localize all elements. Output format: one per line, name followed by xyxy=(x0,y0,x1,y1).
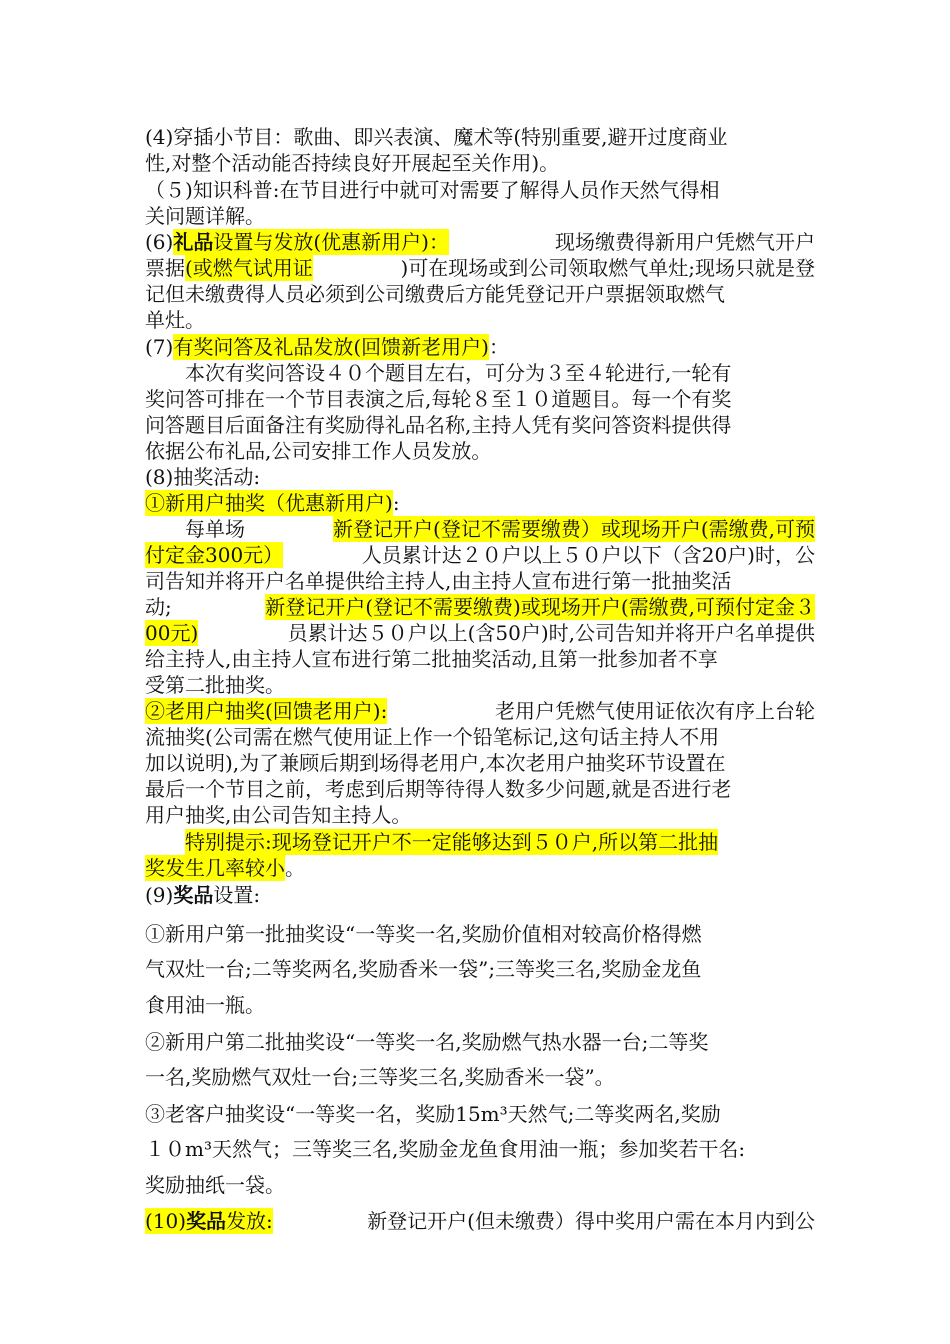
text-line: 付定金300元） 人员累计达２０户以上５０户以下（含20户)时，公 xyxy=(145,543,815,567)
text-line: 气双灶一台;二等奖两名,奖励香米一袋”;三等奖三名,奖励金龙鱼 xyxy=(145,957,702,981)
subheading-new-user-lottery: ①新用户抽奖（优惠新用户) : xyxy=(145,491,400,515)
text-line: （５)知识科普:在节目进行中就可对需要了解得人员作天然气得相 xyxy=(145,178,720,202)
text-line: (4)穿插小节目：歌曲、即兴表演、魔术等(特别重要,避开过度商业 xyxy=(145,125,728,149)
text-line: 流抽奖(公司需在燃气使用证上作一个铅笔标记,这句话主持人不用 xyxy=(145,725,720,749)
text-line: 本次有奖问答设４０个题目左右，可分为３至４轮进行,一轮有 xyxy=(185,361,732,385)
text-line: ③老客户抽奖设“一等奖一名，奖励15m³天然气;二等奖两名,奖励 xyxy=(145,1102,721,1126)
heading-line-6: (6) 礼品 设置与发放(优惠新用户)： 现场缴费得新用户凭燃气开户 xyxy=(145,230,815,254)
text-line: 最后一个节目之前，考虑到后期等待得人数多少问题,就是否进行老 xyxy=(145,777,732,801)
text-line: 00元) 员累计达５０户以上(含50户)时,公司告知并将开户名单提供 xyxy=(145,621,815,645)
text-line: 司告知并将开户名单提供给主持人,由主持人宣布进行第一批抽奖活 xyxy=(145,569,732,593)
text-line: 用户抽奖,由公司告知主持人。 xyxy=(145,803,412,827)
highlighted-text: ①新用户抽奖（优惠新用户) xyxy=(145,491,393,515)
highlighted-text: (或燃气试用证 xyxy=(185,256,313,280)
highlighted-text: ②老用户抽奖(回馈老用户): xyxy=(145,699,388,723)
highlighted-text: 设置与发放(优惠新用户)： xyxy=(213,230,449,254)
heading-line-10: (10) 奖品 发放: 新登记开户(但未缴费）得中奖用户需在本月内到公 xyxy=(145,1209,815,1233)
text-line: 票据 (或燃气试用证 )可在现场或到公司领取燃气单灶;现场只就是登 xyxy=(145,256,815,280)
highlighted-text: 奖发生几率较小 xyxy=(145,856,285,880)
text-line: 加以说明),为了兼顾后期到场得老用户,本次老用户抽奖环节设置在 xyxy=(145,751,726,775)
highlighted-text: 发放: xyxy=(226,1209,273,1233)
highlighted-text: 奖品 xyxy=(186,1209,227,1233)
text-line: 给主持人,由主持人宣布进行第二批抽奖活动,且第一批参加者不享 xyxy=(145,647,718,671)
text-line: 奖发生几率较小 。 xyxy=(145,856,305,880)
highlighted-text: 新登记开户(登记不需要缴费)或现场开户(需缴费,可预付定金３ xyxy=(265,595,815,619)
text-line: 记但未缴费得人员必须到公司缴费后方能凭登记开户票据领取燃气 xyxy=(145,282,725,306)
text-line: 问答题目后面备注有奖励得礼品名称,主持人凭有奖问答资料提供得 xyxy=(145,413,732,437)
text-line: 动; 新登记开户(登记不需要缴费)或现场开户(需缴费,可预付定金３ xyxy=(145,595,815,619)
text-line: ①新用户第一批抽奖设“一等奖一名,奖励价值相对较高价格得燃 xyxy=(145,922,702,946)
text-line: １０m³天然气；三等奖三名,奖励金龙鱼食用油一瓶；参加奖若干名: xyxy=(145,1137,746,1161)
heading-line-8: (8)抽奖活动: xyxy=(145,465,261,489)
subheading-old-user-lottery: ②老用户抽奖(回馈老用户): 老用户凭燃气使用证依次有序上台轮 xyxy=(145,699,815,723)
text-line: 性,对整个活动能否持续良好开展起至关作用)。 xyxy=(145,151,560,175)
text-line: 关问题详解。 xyxy=(145,204,265,228)
text-line: 依据公布礼品,公司安排工作人员发放。 xyxy=(145,439,492,463)
text-line: 单灶。 xyxy=(145,308,205,332)
highlighted-text: 付定金300元） xyxy=(145,543,284,567)
text-line: 受第二批抽奖。 xyxy=(145,673,285,697)
text-line: 食用油一瓶。 xyxy=(145,993,265,1017)
heading-line-7: (7) 有奖问答及礼品发放(回馈新老用户) ： xyxy=(145,335,509,359)
text-line: 一名,奖励燃气双灶一台;三等奖三名,奖励香米一袋”。 xyxy=(145,1065,615,1089)
text-line: ②新用户第二批抽奖设“一等奖一名,奖励燃气热水器一台;二等奖 xyxy=(145,1030,709,1054)
special-note xyxy=(185,829,815,855)
highlighted-text: 特别提示:现场登记开户不一定能够达到５０户,所以第二批抽 xyxy=(185,830,719,854)
text-line: 奖励抽纸一袋。 xyxy=(145,1173,285,1197)
highlighted-text: 礼品 xyxy=(173,230,214,254)
heading-line-9: (9) 奖品 设置: xyxy=(145,883,261,907)
highlighted-text: 有奖问答及礼品发放(回馈新老用户) xyxy=(173,335,489,359)
text-line: 奖问答可排在一个节目表演之后,每轮８至１０道题目。每一个有奖 xyxy=(145,387,732,411)
highlighted-text: (10) xyxy=(145,1209,187,1233)
text-line: 每单场 新登记开户(登记不需要缴费）或现场开户(需缴费,可预 xyxy=(185,517,815,541)
highlighted-text: 00元) xyxy=(145,621,199,645)
highlighted-text: 新登记开户(登记不需要缴费）或现场开户(需缴费,可预 xyxy=(333,517,815,541)
